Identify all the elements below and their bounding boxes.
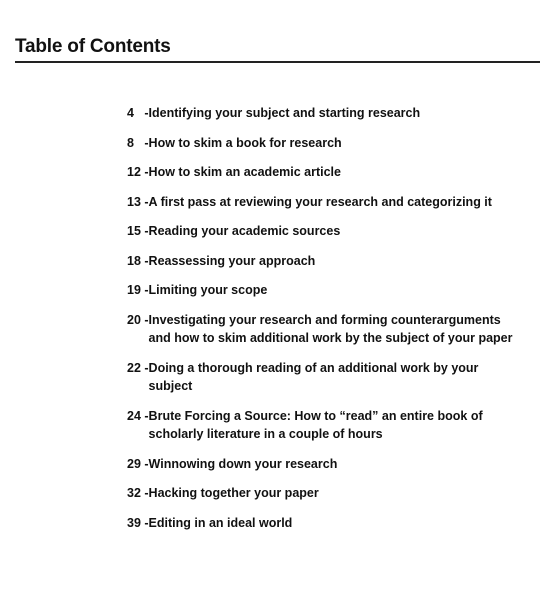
toc-page-number: 8	[127, 135, 134, 150]
toc-entry-title: Identifying your subject and starting research	[148, 106, 421, 120]
page-title: Table of Contents	[15, 36, 171, 57]
toc-entry-title: Limiting your scope	[148, 283, 268, 297]
toc-separator: -	[140, 165, 149, 179]
toc-entry[interactable]	[127, 104, 517, 123]
toc-entry[interactable]	[127, 484, 517, 503]
toc-entry-title: Investigating your research and forming counterarguments and how to skim additional work by the subject of your paper	[148, 312, 513, 345]
toc-page-number: 4	[127, 106, 134, 120]
toc-page-number: 12	[127, 165, 141, 179]
toc-page-number: 24	[127, 408, 141, 423]
toc-separator: -	[133, 106, 149, 120]
toc-page-number: 18	[127, 253, 141, 268]
toc-separator: -	[140, 283, 149, 297]
toc-entry[interactable]	[127, 359, 517, 396]
toc-entry-title: Reassessing your approach	[148, 253, 316, 268]
toc-separator: -	[140, 486, 149, 500]
toc-entry-title: Hacking together your paper	[148, 486, 319, 500]
toc-entry[interactable]	[127, 222, 517, 241]
toc-page-number: 39	[127, 515, 141, 530]
toc-entry-title: Reading your academic sources	[148, 224, 341, 238]
toc-separator: -	[140, 224, 149, 238]
toc-entry[interactable]	[127, 193, 517, 212]
toc-entry[interactable]	[127, 163, 517, 182]
toc-separator: -	[133, 135, 149, 150]
toc-entry[interactable]	[127, 281, 517, 300]
toc-entry-title: Winnowing down your research	[148, 456, 338, 471]
toc-separator: -	[140, 515, 149, 530]
toc-page-number: 32	[127, 486, 141, 500]
toc-entry-title: A first pass at reviewing your research and categorizing it	[148, 194, 492, 209]
toc-separator: -	[140, 360, 149, 375]
toc-entry[interactable]	[127, 514, 517, 533]
toc-entry[interactable]	[127, 455, 517, 474]
toc-page-number: 19	[127, 283, 141, 297]
toc-separator: -	[140, 253, 149, 268]
toc-entry-title: How to skim a book for research	[148, 135, 342, 150]
toc-entry-title: How to skim an academic article	[148, 165, 341, 179]
toc-page-number: 15	[127, 224, 141, 238]
toc-page-number: 29	[127, 456, 141, 471]
toc-separator: -	[140, 312, 149, 327]
toc-page-number: 13	[127, 194, 141, 209]
toc-entry-title: Editing in an ideal world	[148, 515, 293, 530]
toc-entry[interactable]	[127, 134, 517, 153]
toc-entry-title: Brute Forcing a Source: How to “read” an entire book of scholarly literature in a couple of hours	[148, 408, 483, 441]
toc-separator: -	[140, 408, 149, 423]
toc-page-number: 20	[127, 312, 141, 327]
toc-entry[interactable]	[127, 252, 517, 271]
toc-separator: -	[140, 456, 149, 471]
title-divider	[15, 61, 540, 63]
toc-separator: -	[140, 194, 149, 209]
toc-entry[interactable]	[127, 311, 517, 348]
toc-entry-title: Doing a thorough reading of an additional work by your subject	[148, 360, 479, 393]
toc-list	[127, 104, 517, 543]
toc-entry[interactable]	[127, 407, 517, 444]
toc-page-number: 22	[127, 360, 141, 375]
